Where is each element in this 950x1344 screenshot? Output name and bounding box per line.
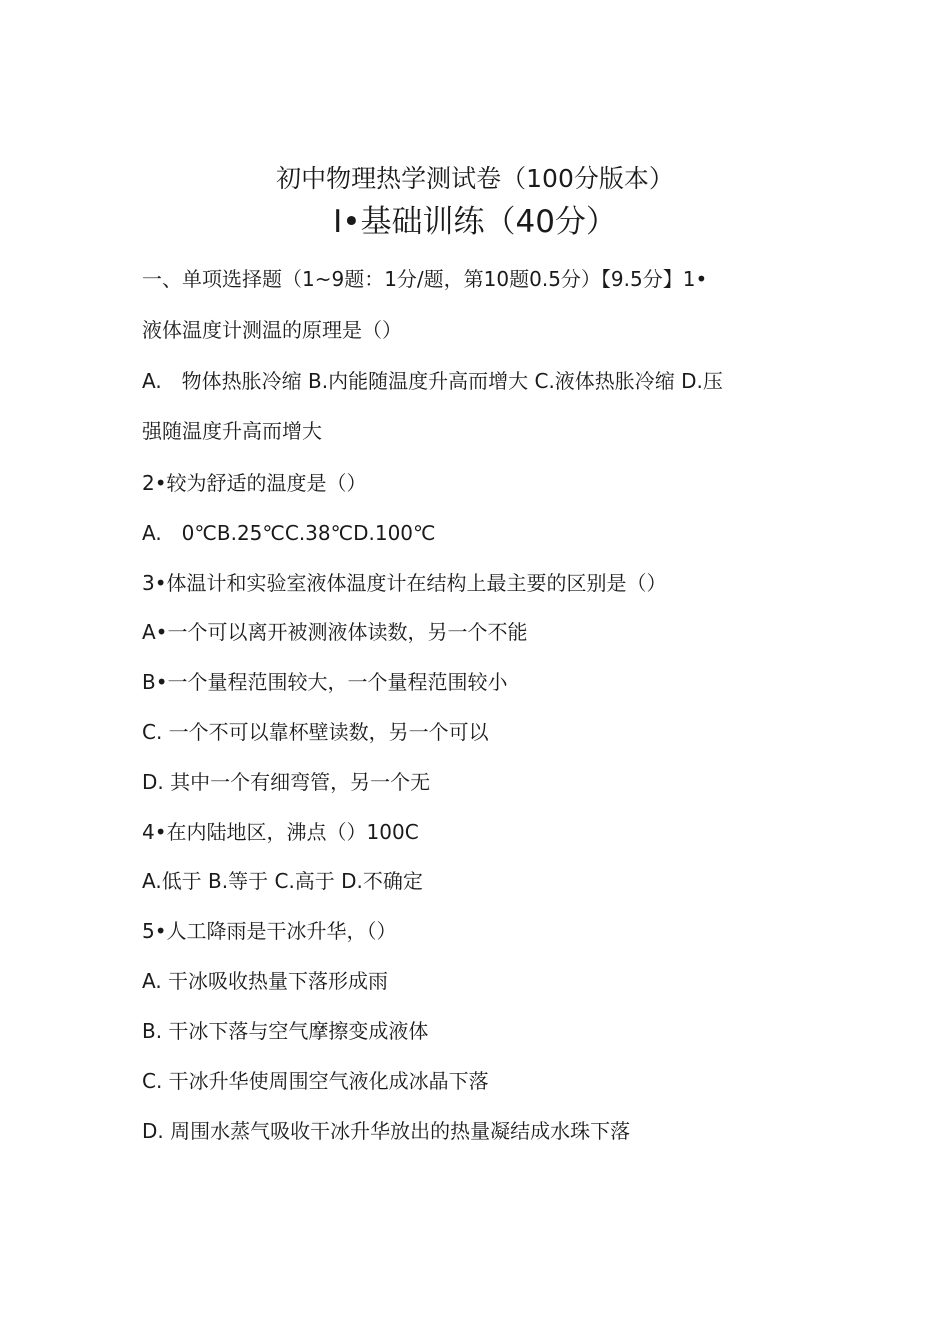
question-5-option-a: A. 干冰吸收热量下落形成雨 [142, 969, 389, 993]
question-5-option-d: D. 周围水蒸气吸收干冰升华放出的热量凝结成水珠下落 [142, 1119, 631, 1143]
question-4-options: A.低于 B.等于 C.高于 D.不确定 [142, 869, 423, 893]
question-5-stem: 5•人工降雨是干冰升华，（） [142, 919, 397, 943]
question-3-option-b: B•一个量程范围较大，一个量程范围较小 [142, 670, 508, 694]
question-3-option-a: A•一个可以离开被测液体读数，另一个不能 [142, 620, 528, 644]
question-3-stem: 3•体温计和实验室液体温度计在结构上最主要的区别是（） [142, 571, 667, 595]
question-1-stem: 液体温度计测温的原理是（） [142, 318, 402, 342]
question-4-stem: 4•在内陆地区，沸点（）100C [142, 820, 419, 844]
question-5-option-b: B. 干冰下落与空气摩擦变成液体 [142, 1019, 429, 1043]
question-2-options: A. 0℃B.25℃C.38℃D.100℃ [142, 521, 436, 545]
question-1-options: A. 物体热胀冷缩 B.内能随温度升高而增大 C.液体热胀冷缩 D.压 [142, 369, 723, 393]
question-5-option-c: C. 干冰升华使周围空气液化成冰晶下落 [142, 1069, 489, 1093]
section-title: I•基础训练（40分） [333, 204, 617, 240]
question-2-stem: 2•较为舒适的温度是（） [142, 471, 367, 495]
question-3-option-c: C. 一个不可以靠杯壁读数，另一个可以 [142, 720, 489, 744]
section-heading-line: 一、单项选择题（1~9题：1分/题，第10题0.5分）【9.5分】1• [142, 267, 708, 291]
question-3-option-d: D. 其中一个有细弯管，另一个无 [142, 770, 431, 794]
question-1-options-continued: 强随温度升高而增大 [142, 419, 322, 443]
document-title: 初中物理热学测试卷（100分版本） [276, 164, 674, 193]
